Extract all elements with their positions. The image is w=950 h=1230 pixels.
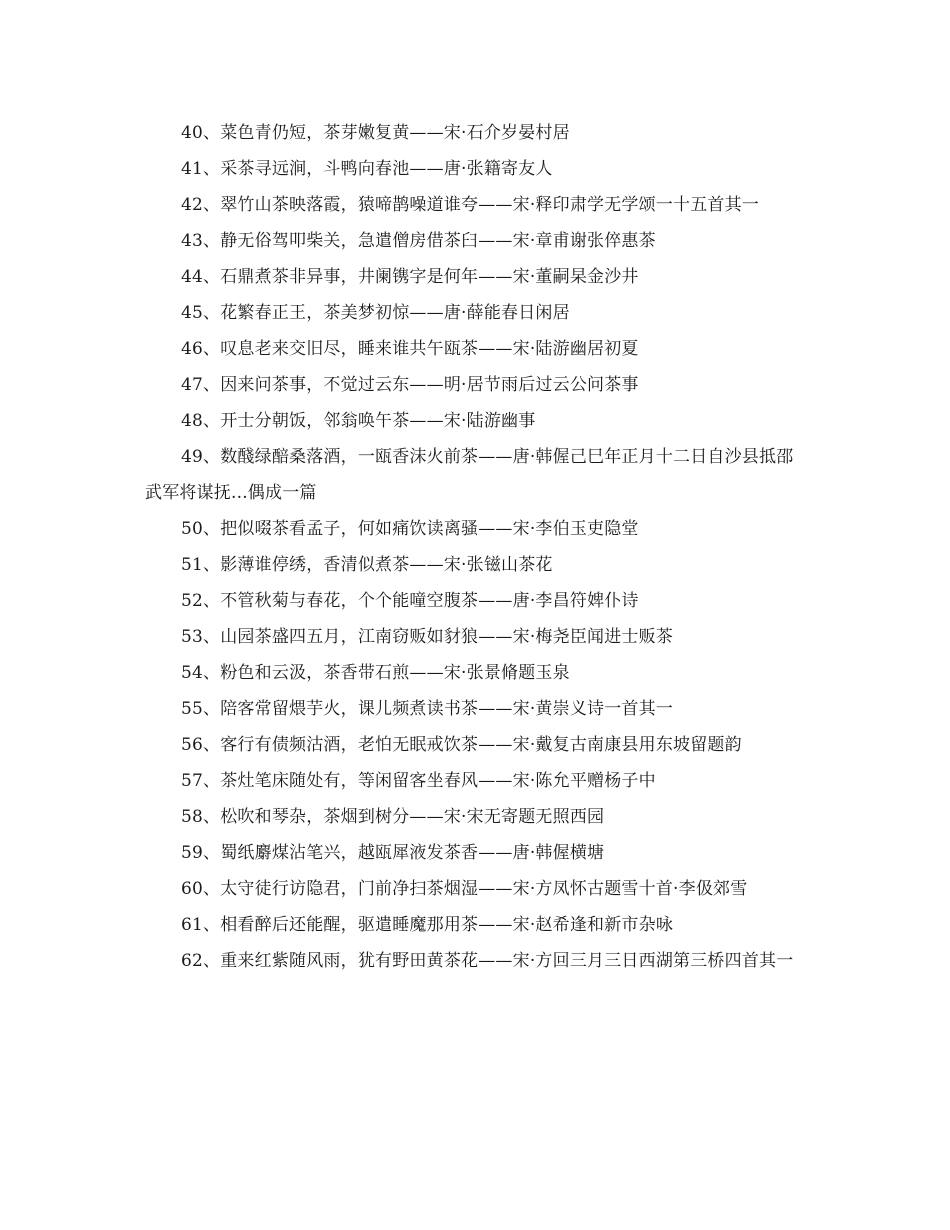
poem-entry-42: 42、翠竹山茶映落霞，猿啼鹊噪道谁夸——宋·释印肃学无学颂一十五首其一 xyxy=(181,195,760,215)
poem-entry-45: 45、花繁春正王，茶美梦初惊——唐·薛能春日闲居 xyxy=(181,303,570,323)
poem-list xyxy=(145,115,805,979)
poem-entry-50: 50、把似啜茶看孟子，何如痛饮读离骚——宋·李伯玉吏隐堂 xyxy=(181,519,639,539)
poem-entry-43: 43、静无俗驾叩柴关，急遣僧房借茶臼——宋·章甫谢张倅惠茶 xyxy=(181,231,656,251)
poem-entry-59: 59、蜀纸麝煤沾笔兴，越瓯犀液发茶香——唐·韩偓横塘 xyxy=(181,843,605,863)
poem-entry-48: 48、开士分朝饭，邻翁唤午茶——宋·陆游幽事 xyxy=(181,411,536,431)
poem-entry-51: 51、影薄谁停绣，香清似煮茶——宋·张镃山茶花 xyxy=(181,555,553,575)
poem-entry-46: 46、叹息老来交旧尽，睡来谁共午瓯茶——宋·陆游幽居初夏 xyxy=(181,339,639,359)
poem-entry-54: 54、粉色和云汲，茶香带石煎——宋·张景脩题玉泉 xyxy=(181,663,570,683)
poem-entry-41: 41、采茶寻远涧，斗鸭向春池——唐·张籍寄友人 xyxy=(181,159,553,179)
poem-entry-52: 52、不管秋菊与春花，个个能噇空腹茶——唐·李昌符婢仆诗 xyxy=(181,591,639,611)
poem-entry-61: 61、相看醉后还能醒，驱遣睡魔那用茶——宋·赵希逢和新市杂咏 xyxy=(181,915,674,935)
poem-entry-57: 57、茶灶笔床随处有，等闲留客坐春风——宋·陈允平赠杨子中 xyxy=(181,771,656,791)
poem-entry-60: 60、太守徒行访隐君，门前净扫茶烟湿——宋·方凤怀古题雪十首·李伋郊雪 xyxy=(181,879,748,899)
poem-entry-55: 55、陪客常留煨芋火，课儿频煮读书茶——宋·黄崇义诗一首其一 xyxy=(181,699,674,719)
poem-entry-53: 53、山园茶盛四五月，江南窃贩如豺狼——宋·梅尧臣闻进士贩茶 xyxy=(181,627,674,647)
poem-entry-40: 40、菜色青仍短，茶芽嫩复黄——宋·石介岁晏村居 xyxy=(181,123,570,143)
poem-entry-58: 58、松吹和琴杂，茶烟到树分——宋·宋无寄题无照西园 xyxy=(181,807,605,827)
poem-entry-44: 44、石鼎煮茶非异事，井阑镌字是何年——宋·董嗣杲金沙井 xyxy=(181,267,639,287)
poem-entry-62: 62、重来红紫随风雨，犹有野田黄茶花——宋·方回三月三日西湖第三桥四首其一 xyxy=(181,951,794,971)
poem-entry-47: 47、因来问茶事，不觉过云东——明·居节雨后过云公问茶事 xyxy=(181,375,639,395)
poem-entry-56: 56、客行有债频沽酒，老怕无眠戒饮茶——宋·戴复古南康县用东坡留题韵 xyxy=(181,735,742,755)
poem-entry-49: 49、数醆绿醅桑落酒，一瓯香沫火前茶——唐·韩偓己巳年正月十二日自沙县抵邵武军将谋抚...偶成一篇 xyxy=(145,447,794,503)
